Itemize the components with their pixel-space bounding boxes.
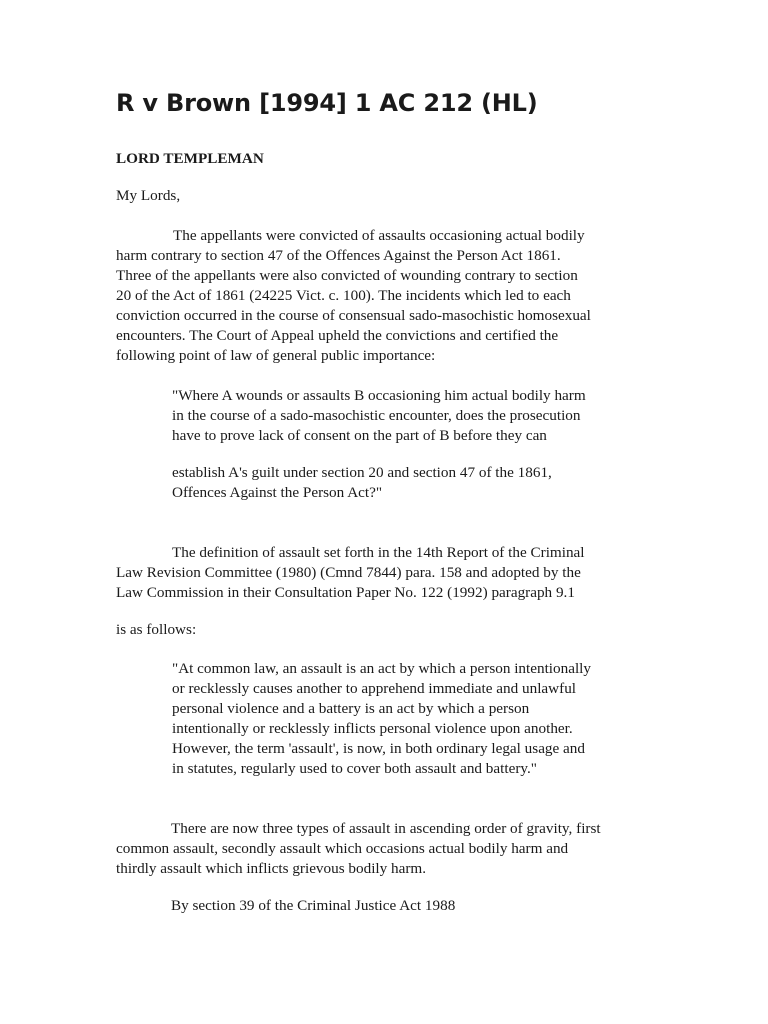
- paragraph-line: 20 of the Act of 1861 (24225 Vict. c. 100). The incidents which led to each: [116, 287, 571, 304]
- quote-line: establish A's guilt under section 20 and section 47 of the 1861,: [172, 464, 552, 481]
- case-title: R v Brown [1994] 1 AC 212 (HL): [116, 89, 538, 117]
- quote-line: in the course of a sado-masochistic encounter, does the prosecution: [172, 407, 581, 424]
- salutation: My Lords,: [116, 187, 181, 204]
- paragraph-line: is as follows:: [116, 621, 197, 638]
- judge-heading: LORD TEMPLEMAN: [116, 150, 264, 167]
- quote-line: intentionally or recklessly inflicts personal violence upon another.: [172, 720, 573, 737]
- paragraph-line: following point of law of general public importance:: [116, 347, 436, 364]
- paragraph-line: Law Revision Committee (1980) (Cmnd 7844) para. 158 and adopted by the: [116, 564, 581, 581]
- paragraph-line: harm contrary to section 47 of the Offences Against the Person Act 1861.: [116, 247, 561, 264]
- quote-line: or recklessly causes another to apprehend immediate and unlawful: [172, 680, 577, 697]
- quote-line: in statutes, regularly used to cover both assault and battery.": [172, 760, 537, 777]
- quote-line: "Where A wounds or assaults B occasioning him actual bodily harm: [172, 387, 586, 404]
- paragraph-line: Three of the appellants were also convicted of wounding contrary to section: [116, 267, 578, 284]
- paragraph-line: encounters. The Court of Appeal upheld the convictions and certified the: [116, 327, 559, 344]
- paragraph-line: The definition of assault set forth in the 14th Report of the Criminal: [172, 544, 585, 561]
- paragraph-line: Law Commission in their Consultation Paper No. 122 (1992) paragraph 9.1: [116, 584, 575, 601]
- quote-line: Offences Against the Person Act?": [172, 484, 383, 501]
- quote-line: However, the term 'assault', is now, in both ordinary legal usage and: [172, 740, 585, 757]
- paragraph-line: conviction occurred in the course of consensual sado-masochistic homosexual: [116, 307, 591, 324]
- paragraph-line: common assault, secondly assault which occasions actual bodily harm and: [116, 840, 569, 857]
- quote-line: "At common law, an assault is an act by which a person intentionally: [172, 660, 591, 677]
- quote-line: have to prove lack of consent on the part of B before they can: [172, 427, 547, 444]
- quote-line: personal violence and a battery is an act by which a person: [172, 700, 530, 717]
- paragraph-line: thirdly assault which inflicts grievous bodily harm.: [116, 860, 427, 877]
- paragraph-line: The appellants were convicted of assaults occasioning actual bodily: [173, 227, 585, 244]
- paragraph-4: By section 39 of the Criminal Justice Act 1988: [171, 897, 456, 914]
- paragraph-line: There are now three types of assault in ascending order of gravity, first: [171, 820, 601, 837]
